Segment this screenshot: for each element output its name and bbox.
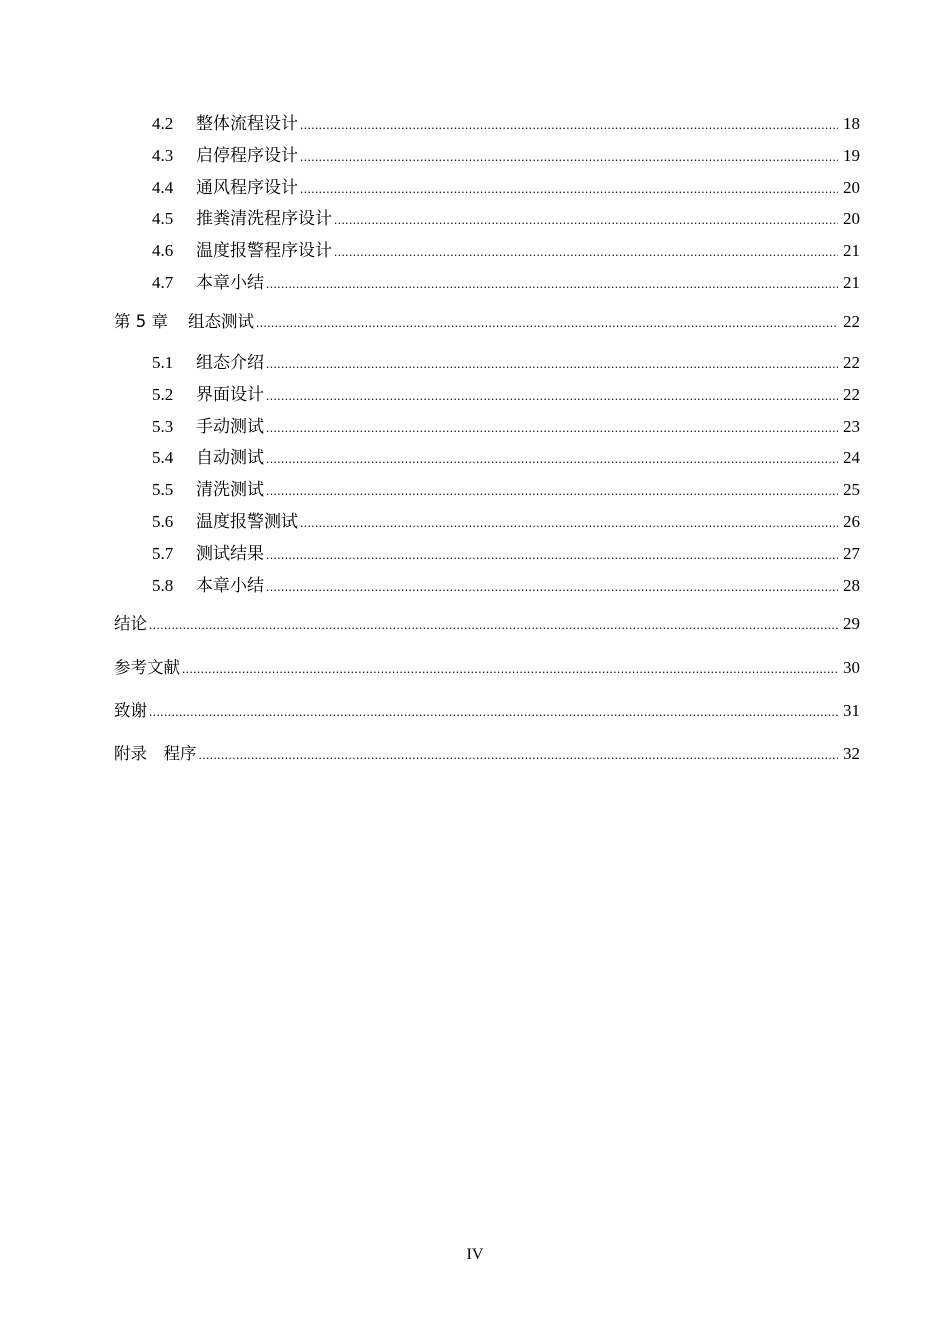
toc-entry-5-1[interactable] [114,353,860,385]
toc-entry-thanks[interactable] [114,699,860,742]
dot-leader [266,353,838,374]
dot-leader [149,701,838,722]
entry-page: 22 [843,384,860,404]
entry-number: 4.2 [152,114,174,133]
toc-entry-conclusion[interactable] [114,612,860,655]
toc-entry-5-6[interactable] [114,512,860,544]
entry-title: 自动测试 [196,448,264,468]
entry-title: 测试结果 [196,543,264,563]
entry-page: 20 [843,209,860,229]
entry-page: 29 [843,614,860,634]
entry-number: 4.5 [152,209,174,229]
entry-page: 28 [843,575,860,595]
dot-leader [334,241,838,262]
toc-entry-5-8[interactable] [114,576,860,608]
dot-leader [256,312,838,333]
dot-leader [266,480,838,501]
toc-entry-5-2[interactable] [114,385,860,417]
toc-entry-4-2[interactable] [114,114,860,146]
entry-number: 5.2 [152,384,174,404]
chapter-title: 附录 程序 [114,743,197,763]
entry-number: 5.3 [152,416,174,436]
toc-entry-chapter-5[interactable] [114,310,860,353]
chapter-title: 参考文献 [114,657,180,677]
dot-leader [266,576,838,597]
entry-page: 23 [843,416,860,436]
toc-entry-4-5[interactable] [114,209,860,241]
entry-page: 27 [843,543,860,563]
dot-leader [334,209,838,230]
entry-page: 22 [843,311,860,331]
dot-leader [266,417,838,438]
dot-leader [266,385,838,406]
toc-entry-appendix[interactable] [114,742,860,785]
toc-entry-4-7[interactable] [114,273,860,305]
dot-leader [199,744,839,765]
dot-leader [182,658,838,679]
toc-entry-5-7[interactable] [114,544,860,576]
entry-page: 21 [843,241,860,261]
toc-entry-references[interactable] [114,656,860,699]
dot-leader [266,544,838,565]
entry-title: 清洗测试 [196,480,264,500]
dot-leader [300,178,838,199]
entry-number: 5.5 [152,480,174,500]
entry-page: 22 [843,352,860,372]
entry-number: 5.7 [152,543,174,563]
entry-title: 界面设计 [196,384,264,404]
entry-number: 5.6 [152,511,174,531]
entry-title: 本章小结 [196,272,264,292]
dot-leader [266,273,838,294]
toc-entry-5-5[interactable] [114,480,860,512]
entry-number: 4.6 [152,241,174,261]
entry-title: 通风程序设计 [196,177,298,197]
toc-entry-4-6[interactable] [114,241,860,273]
chapter-title: 组态测试 [188,311,254,331]
entry-title: 组态介绍 [196,352,264,372]
dot-leader [300,114,838,135]
toc-entry-5-4[interactable] [114,448,860,480]
entry-page: 19 [843,145,860,165]
entry-page: 32 [843,743,860,763]
entry-page: 18 [843,114,860,133]
entry-title: 启停程序设计 [196,145,298,165]
entry-title: 本章小结 [196,575,264,595]
entry-title: 整体流程设计 [196,114,298,133]
dot-leader [300,512,838,533]
chapter-title: 致谢 [114,700,147,720]
entry-number: 5.8 [152,575,174,595]
entry-page: 21 [843,272,860,292]
toc-entry-5-3[interactable] [114,417,860,449]
entry-number: 4.4 [152,177,174,197]
entry-page: 26 [843,511,860,531]
entry-title: 推粪清洗程序设计 [196,209,332,229]
dot-leader [149,614,838,635]
entry-title: 手动测试 [196,416,264,436]
page-number-footer: IV [466,1246,484,1263]
entry-number: 4.3 [152,145,174,165]
chapter-title: 结论 [114,614,147,634]
dot-leader [266,448,838,469]
entry-page: 30 [843,657,860,677]
entry-number: 4.7 [152,272,174,292]
entry-page: 24 [843,448,860,468]
toc-entry-4-3[interactable] [114,146,860,178]
toc-entry-4-4[interactable] [114,178,860,210]
chapter-number: 第 5 章 [114,311,168,331]
entry-number: 5.4 [152,448,174,468]
dot-leader [300,146,838,167]
entry-title: 温度报警程序设计 [196,241,332,261]
table-of-contents [114,114,860,785]
entry-page: 25 [843,480,860,500]
entry-number: 5.1 [152,352,174,372]
entry-page: 31 [843,700,860,720]
entry-page: 20 [843,177,860,197]
entry-title: 温度报警测试 [196,511,298,531]
